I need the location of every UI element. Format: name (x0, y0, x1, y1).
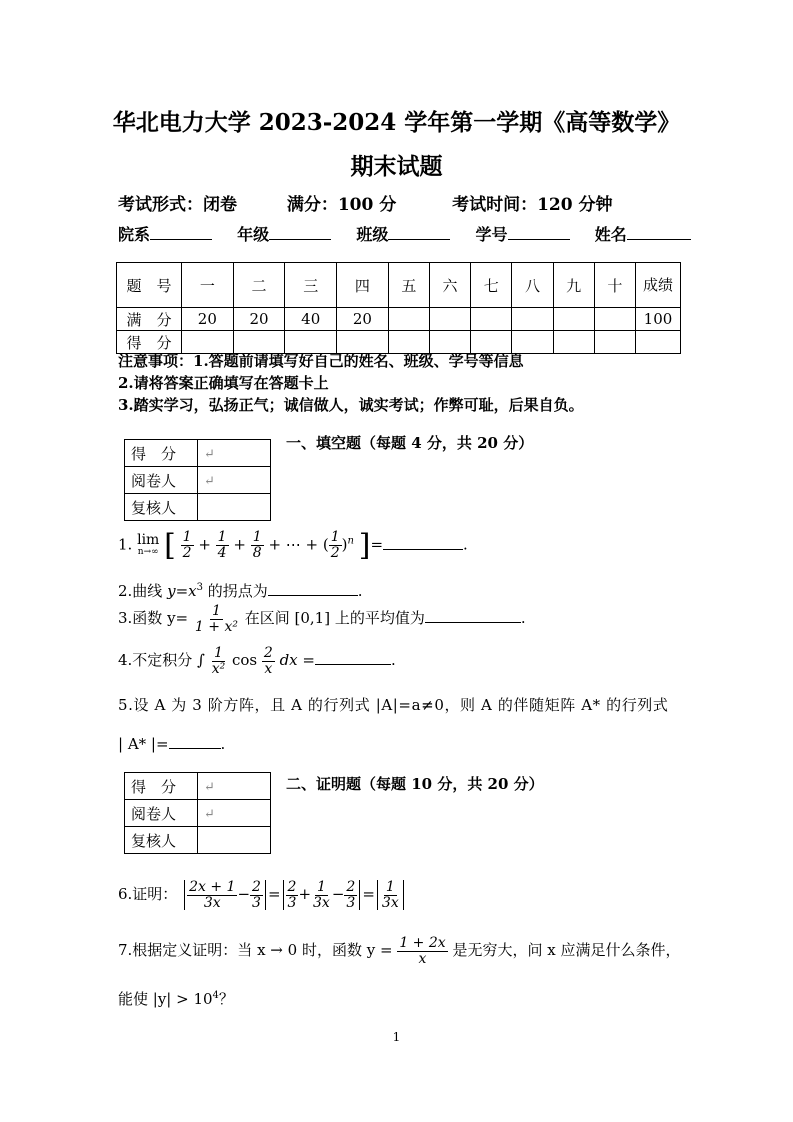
q2-period: . (357, 582, 363, 600)
grader-box-2 (124, 772, 271, 854)
department-input[interactable] (150, 225, 212, 240)
score-cell-9[interactable] (553, 331, 594, 354)
col-9: 九 (553, 263, 594, 308)
return-mark: ↵ (204, 447, 215, 462)
q6-text: 6.证明： (118, 885, 178, 904)
question-1: 1. lim n→∞ [ $\frac{1}{2}$ + $\frac{1}{4}$ + $\frac{1}{8}$ + ⋯ + ( $\frac{1}{2}$ )$^n$ ]= . (118, 528, 468, 563)
q6-frac-5: $\frac{2}{3}$ (346, 879, 356, 911)
question-5-line-1: 5.设 A 为 3 阶方阵，且 A 的行列式 |A|=a≠0，则 A 的伴随矩阵 A* 的行列式 (118, 696, 669, 714)
q2-answer-blank[interactable] (268, 581, 358, 596)
return-mark: ↵ (204, 780, 215, 795)
question-5-line-2 (118, 734, 225, 753)
q7-condition: 能使 |y| > 10 (118, 990, 213, 1008)
col-8: 八 (512, 263, 553, 308)
grader-row-label: 阅卷人 (125, 467, 198, 494)
score-label: 得 分 (117, 331, 182, 354)
field-grade: 年级 (237, 225, 270, 244)
q2-sup: 3 (196, 582, 203, 593)
col-2: 二 (233, 263, 285, 308)
q1-frac-2: $\frac{1}{4}$ (217, 529, 227, 561)
q6-frac-2: $\frac{2}{3}$ (252, 879, 261, 911)
grader-row-label: 得 分 (125, 773, 198, 800)
q6-frac-1: $\frac{2x + 1}{3x}$ (189, 879, 236, 911)
q4-frac-2: $\frac{2}{x}$ (263, 645, 273, 677)
score-table-header-row (117, 263, 681, 308)
grader-row-label: 阅卷人 (125, 800, 198, 827)
grade-input[interactable] (269, 225, 331, 240)
q3-suffix: 在区间 [0,1] 上的平均值为 (244, 609, 425, 628)
q3-answer-blank[interactable] (425, 608, 521, 623)
note-line-2: 2.请将答案正确填写在答题卡上 (118, 374, 329, 392)
field-name: 姓名 (594, 225, 627, 244)
full-value-8 (512, 308, 553, 331)
student-id-input[interactable] (508, 225, 570, 240)
exam-time: 考试时间：120 分钟 (452, 195, 613, 215)
question-3 (118, 604, 526, 634)
header-label: 题 号 (117, 263, 182, 308)
q1-number: 1. (118, 535, 133, 554)
q1-power: n (347, 535, 354, 547)
q6-frac-4: $\frac{1}{3x}$ (313, 879, 330, 911)
q7-text: 7.根据定义证明：当 x → 0 时，函数 y = (118, 941, 393, 960)
score-table-full-row (117, 308, 681, 331)
q2-text: 2.曲线 (118, 582, 168, 600)
question-7-line-1 (118, 936, 680, 966)
col-3: 三 (285, 263, 337, 308)
q4-period: . (390, 651, 396, 670)
full-label: 满 分 (117, 308, 182, 331)
q4-suffix: dx = (274, 651, 315, 670)
q1-frac-4: $\frac{1}{2}$ (330, 529, 340, 561)
col-1: 一 (182, 263, 234, 308)
full-value-2: 20 (233, 308, 285, 331)
field-student-id: 学号 (475, 225, 508, 244)
col-6: 六 (429, 263, 470, 308)
full-value-10 (594, 308, 635, 331)
grader-box-1 (124, 439, 271, 521)
field-class: 班级 (356, 225, 389, 244)
col-10: 十 (594, 263, 635, 308)
full-value-7 (471, 308, 512, 331)
q1-frac-3: $\frac{1}{8}$ (252, 529, 262, 561)
q1-answer-blank[interactable] (383, 535, 463, 550)
full-value-3: 40 (285, 308, 337, 331)
question-7-line-2 (118, 988, 234, 1009)
note-line-3: 3.踏实学习，弘扬正气；诚信做人，诚实考试；作弊可耻，后果自负。 (118, 396, 584, 414)
grader-checker-cell[interactable] (198, 827, 271, 854)
grader-checker-cell[interactable] (198, 494, 271, 521)
q2-expr: y=x (167, 582, 197, 600)
student-info-fields (118, 222, 691, 245)
q7-sup: 4 (212, 990, 219, 1001)
q4-answer-blank[interactable] (315, 650, 391, 665)
grader-reviewer-cell[interactable] (198, 467, 271, 494)
grader-reviewer-cell[interactable] (198, 800, 271, 827)
col-5: 五 (388, 263, 429, 308)
q7-question-mark: ？ (218, 990, 234, 1008)
name-input[interactable] (627, 225, 691, 240)
score-cell-total[interactable] (636, 331, 681, 354)
q7-suffix: 是无穷大，问 x 应满足什么条件， (452, 941, 681, 960)
q5-period: . (220, 735, 226, 753)
q5-answer-blank[interactable] (169, 734, 221, 749)
q7-frac: $\frac{1 + 2x}{x}$ (399, 935, 446, 967)
question-4 (118, 646, 396, 676)
q1-limit (137, 533, 159, 557)
return-mark: ↵ (204, 807, 215, 822)
page-number: 1 (392, 1030, 401, 1044)
q1-dots: + ⋯ + ( (268, 535, 329, 554)
q4-text: 4.不定积分 ∫ (118, 651, 205, 670)
q1-equals: = (370, 535, 384, 554)
q1-lim-word: lim (137, 532, 160, 549)
exam-info (118, 190, 613, 215)
q3-period: . (520, 609, 526, 628)
q3-frac: $\frac{1}{\text{1 + x²}}$ (194, 603, 238, 635)
class-input[interactable] (388, 225, 450, 240)
q1-plus: + (198, 535, 211, 554)
grader-score-cell[interactable] (198, 440, 271, 467)
full-value-9 (553, 308, 594, 331)
exam-form: 考试形式：闭卷 (118, 195, 237, 215)
q1-frac-1: $\frac{1}{2}$ (182, 529, 192, 561)
total-label: 成绩 (636, 263, 681, 308)
q6-frac-6: $\frac{1}{3x}$ (381, 879, 399, 911)
question-2 (118, 580, 363, 601)
field-department: 院系 (118, 225, 151, 244)
grader-score-cell[interactable] (198, 773, 271, 800)
title-line-1: 华北电力大学 2023-2024 学年第一学期《高等数学》 (112, 109, 681, 136)
section-2-heading: 二、证明题（每题 10 分，共 20 分） (286, 775, 544, 793)
full-total: 100 (636, 308, 681, 331)
grader-row-label: 得 分 (125, 440, 198, 467)
q4-cos: cos (227, 651, 258, 670)
full-value-1: 20 (182, 308, 234, 331)
return-mark: ↵ (204, 474, 215, 489)
question-6: 6.证明： $\frac{2x + 1}{3x}$ − $\frac{2}{3}$ = $\frac{2}{3}$ + $\frac{1}{3x}$ − $\frac{2}{3}$ = $\frac{1}{3x}$ (118, 880, 406, 910)
full-score: 满分：100 分 (286, 195, 397, 215)
full-value-5 (388, 308, 429, 331)
note-line-1: 注意事项：1.答题前请填写好自己的姓名、班级、学号等信息 (118, 352, 524, 370)
q1-plus: + (233, 535, 246, 554)
grader-row-label: 复核人 (125, 494, 198, 521)
q2-suffix: 的拐点为 (202, 582, 268, 600)
q5-expr: | A* |= (118, 735, 169, 753)
score-table (116, 262, 681, 354)
col-7: 七 (471, 263, 512, 308)
grader-row-label: 复核人 (125, 827, 198, 854)
q1-period: . (463, 535, 468, 554)
section-1-heading: 一、填空题（每题 4 分，共 20 分） (286, 434, 534, 452)
q1-close-paren: ) (341, 535, 348, 554)
full-value-4: 20 (337, 308, 389, 331)
score-cell-10[interactable] (594, 331, 635, 354)
q1-lim-subscript: n→∞ (137, 547, 159, 558)
q4-frac-1: $\frac{1}{\text{x²}}$ (211, 645, 226, 677)
q3-text: 3.函数 y= (118, 609, 189, 628)
title-line-2: 期末试题 (350, 153, 443, 180)
full-value-6 (429, 308, 470, 331)
q6-frac-3: $\frac{2}{3}$ (287, 879, 297, 911)
col-4: 四 (337, 263, 389, 308)
